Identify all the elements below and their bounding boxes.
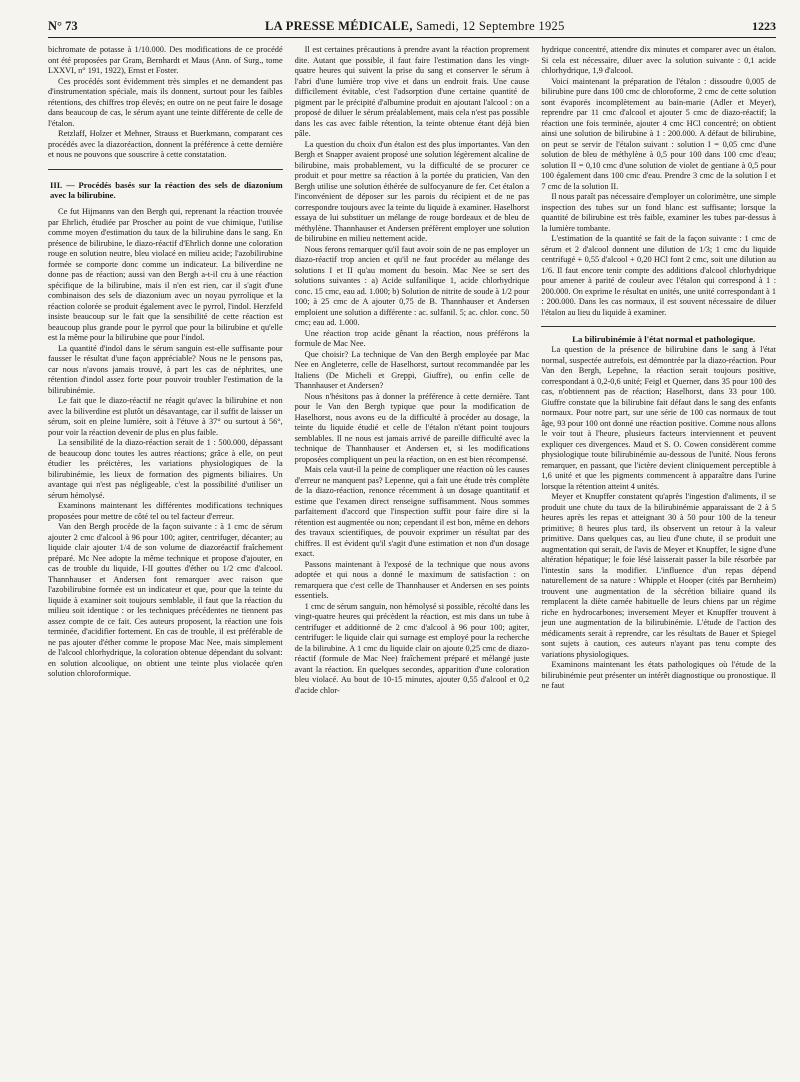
paragraph: La quantité d'indol dans le sérum sanguin est-elle suffisante pour fausser le résultat d'une façon appréciable? Nous ne le pensons pas, car nous n'avons jamais trouvé, à part les cas de néphrites, une rétention d'indol assez forte pour pouvoir troubler l'estimation de la bilirubinémie. [48,343,283,395]
column-middle [295,45,530,696]
issue-number: N° 73 [48,19,78,33]
paragraph: Ce fut Hijmanns van den Bergh qui, reprenant la réaction trouvée par Ehrlich, étudiée par Proscher au point de vue chimique, l'utilise comme moyen d'estimation du taux de la bilirubine dans le sang. En présence de bilirubine, le diazo-réactif d'Ehrlich donne une coloration rouge en solution neutre, bleu violacé en milieu acide; l'azobilirubine formée se comporte donc comme un indicateur. La biliverdine ne donne pas de réaction; aussi van den Bergh a-t-il cru à une réaction spécifique de la bilirubine, mais il n'en est rien, car il s'agit d'une combinaison des sels de diazonium avec un noyau pyrrolique et la réaction colorée se produit également avec le pyrrol, l'indol. Herzfeld insiste beaucoup sur le fait que la sensibilité de cette réaction est beaucoup plus grande pour le pyrrol que pour la bilirubine et qu'elle est la même pour la bilirubine que pour l'indol. [48,207,283,343]
paragraph: Passons maintenant à l'exposé de la technique que nous avons adoptée et qui nous a donné le maximum de satisfaction : on remarquera que c'est celle de Thannhauser et Andersen en ses points essentiels. [294,559,530,600]
journal-title: LA PRESSE MÉDICALE, [265,19,413,33]
paragraph: L'estimation de la quantité se fait de la façon suivante : 1 cmc de sérum et 2 d'alcool donnent une dilution de 1/3; 1 cmc du liquide centrifugé + 0,55 d'alcool + 0,20 HCl font 2 cmc, soit une dilution au 1/6. Il faut encore tenir compte des additions d'alcool chlorhydrique pour amener à parité de couleur avec l'étalon qui correspond à 1 : 200.000. On exprime le résultat en unités, une unité correspondant à 1 : 200.000. Dans les cas normaux, il est souvent nécessaire de diluer l'étalon au lieu du liquide à examiner. [541,234,777,317]
paragraph: Il nous paraît pas nécessaire d'employer un colorimètre, une simple inspection des tubes sur un fond blanc est suffisante; lorsque la quantité de bilirubine est très faible, examiner les tubes par-dessus à la lumière tombante. [541,192,777,233]
section-heading: La bilirubinémie à l'état normal et pathologique. [572,334,756,344]
paragraph: Le fait que le diazo-réactif ne réagit qu'avec la bilirubine et non avec la biliverdine est plutôt un désavantage, car il suffit de laisser un sérum, soit en pleine lumière, soit à l'étuve à 37° ou surtout à 56°, pour voir la réaction devenir de plus en plus faible. [48,396,283,437]
paragraph: La question de la présence de bilirubine dans le sang à l'état normal, suspectée autrefois, est démontrée par la diazo-réaction. Pour Van den Bergh, Lepehne, la réaction serait toujours positive, correspondant à 0,2-0,6 unité; Feigl et Querner, dans 35 pour 100 des cas, n'obtiennent pas de réaction; Haselhorst, dans 33 pour 100. Giuffre constate que la bilirubine fait défaut dans le sang des enfants normaux. Pour notre part, sur une série de 100 cas normaux de tout âge, 93 pour 100 ont donné une réaction positive. Comme nous allons le voir tout à l'heure, plusieurs facteurs interviennent et peuvent expliquer ces divergences. Maud et S. O. Cowen considèrent comme physiologique toute bilirubinémie au-dessous de l'unité. Nous ferons remarquer, en passant, que l'ictère devient cliniquement perceptible à 1,6 unité et que les pigments commencent à apparaître dans l'urine lorsque la rétention atteint 4 unités. [541,345,777,491]
masthead [265,19,565,34]
page-number: 1223 [751,19,776,33]
paragraph: Voici maintenant la préparation de l'étalon : dissoudre 0,005 de bilirubine pure dans 100 cmc de chloroforme, 2 cmc de cette solution sont évaporés incomplètement au bain-marie (Adler et Meyer), reprendre par 11 cmc d'alcool et ajouter 5 cmc de diazo-réactif; la réaction une fois terminée, ajouter 4 cmc HCl concentré; on obtient ainsi une solution de bilirubine à 1 : 200.000. A défaut de bilirubine, on peut se servir de l'étalon suivant : solution I = 0,05 cmc d'une solution de bleu de méthylène à 0,5 pour 100 dans 100 cmc d'eau; solution II = 0,10 cmc d'une solution de violet de gentiane à 0,5 pour 100 également dans 100 cmc d'eau. Prendre 3 cmc de la solution I et 7 cmc de la solution II. [541,76,777,191]
paragraph: Une réaction trop acide gênant la réaction, nous préférons la formule de Mac Nee. [294,328,530,348]
paragraph: Examinons maintenant les différentes modifications techniques proposées pour mettre de côté tel ou tel facteur d'erreur. [48,501,283,521]
paragraph: Nous n'hésitons pas à donner la préférence à cette dernière. Tant pour le Van den Bergh typique que pour la modification de Haselhorst, nous avons eu de la difficulté à procéder au dosage, la teinte du liquide étudié et celle de l'étalon n'étant point toujours semblables. Il ne nous est jamais arrivé de pareille difficulté avec la technique de Thannhauser et Andersen et, si les modifications proposées compliquent un peu la réaction, on en est bien récompensé. [294,391,530,464]
paragraph: Van den Bergh procède de la façon suivante : à 1 cmc de sérum ajouter 2 cmc d'alcool à 96 pour 100; agiter, centrifuger, décanter; au liquide clair ajouter 1/4 de son volume de diazoréactif fraîchement préparé. Mc Nee adopte la même technique et propose d'ajouter, en cas de trouble du liquide, I-II gouttes d'éther ou 1/2 cmc d'alcool. Thannhauser et Andersen font remarquer avec raison que l'azobilirubine formée est un indicateur et que, pour que la teinte du liquide à examiner soit toujours semblable, il faut que la réaction du milieu soit identique : or les techniques précédentes ne tiennent pas assez compte de ce fait. Ces auteurs proposent, la réaction une fois terminée, d'acidifier fortement. En cas de trouble, il est préférable de ne pas ajouter d'éther comme le propose Mac Nee, mais simplement de l'alcool chlorhydrique, la coloration obtenue dépendant du solvant: en solution alcoolique, on obtient une teinte plus violacée qu'en solution chloroformique. [48,522,283,679]
column-left [48,45,283,696]
paragraph: Il est certaines précautions à prendre avant la réaction proprement dite. Autant que possible, il faut faire l'estimation dans les vingt-quatre heures qui suivent la prise du sang et conserver le sérum à l'abri d'une lumière trop vive et dans un endroit frais. Une cause difficilement évitable, c'est l'adsorption d'une certaine quantité de pigment par le précipité d'albumine produit en ajoutant l'alcool : on a proposé de diluer le sérum préalablement, mais cela n'est pas possible dans les cas avec faible rétention, la teinte obtenue étant déjà bien pâle. [294,45,530,138]
column-right [541,45,776,696]
paragraph: La question du choix d'un étalon est des plus importantes. Van den Bergh et Snapper avaient proposé une solution légèrement alcaline de bilirubine, mais probablement, vu la difficulté de se procurer ce produit et pour mettre sa réaction à la portée du praticien, Van den Bergh utilise une solution éthérée de sulfocyanure de fer. Cet étalon a l'inconvénient de déposer sur les parois du récipient et de ne pas correspondre toujours avec la teinte du liquide à examiner. Haselhorst essaya de lui substituer un mélange de rouge bordeaux et de bleu de méthylène. Thannhauser et Andersen préfèrent employer une solution de bilirubine en milieu nettement acide. [294,139,530,243]
page-header [48,8,776,38]
paragraph: La sensibilité de la diazo-réaction serait de 1 : 500.000, dépassant de beaucoup donc toutes les autres réactions; grâce à elle, on peut étudier les préictères, les variations physiologiques de la bilirubinémie, les lieux de formation des pigments biliaires. Un avantage qui n'est pas négligeable, c'est la possibilité d'utiliser un sérum hémolysé. [48,438,283,500]
section-divider [48,169,283,170]
paragraph: Nous ferons remarquer qu'il faut avoir soin de ne pas employer un diazo-réactif trop ancien et qu'il ne faut procéder au mélange des solutions I et II qu'au moment du besoin. Mac Nee se sert des solutions suivantes : a) Acide sulfanilique 1, acide chlorhydrique conc. 15 cmc, eau ad. 1.000; b) Solution de nitrite de soude à 1/2 pour 100; à 25 cmc de A ajouter 0,75 de B. Thannhauser et Andersen emploient une solution a différente : ac. sulfanil. 5; ac. chlor. conc. 50 cmc; eau ad. 1.000. [294,244,530,327]
paragraph: Examinons maintenant les états pathologiques où l'étude de la bilirubinémie peut présenter un intérêt diagnostique ou pronostique. Il ne faut [541,660,777,691]
paragraph: Meyer et Knupffer constatent qu'après l'ingestion d'aliments, il se produit une chute du taux de la bilirubinémie apparaissant de 2 à 5 heures après les repas et atteignant 30 à 50 pour 100 de la teneur primitive; 8 heures plus tard, ils observent un retour à la valeur primitive. Dans quelques cas, au lieu d'une chute, il se produit une augmentation qui serait, de l'avis de Meyer et Knupffer, le signe d'une altération hépatique; le foie lésé laisserait passer la bile résorbée par l'intestin sans la modifier. L'influence d'un repas dépend naturellement de sa nature : Whipple et Hooper (cités par Bernheim) trouvent une augmentation de la sécrétion biliaire quand ils remplacent la diète carnée habituelle de leurs chiens par un régime riche en hydrocarbones; inversement Meyer et Knupffer trouvent à jeun une augmentation de la bilirubinémie. L'étude de l'action des médicaments serait à reprendre, car les résultats de Bauer et Spiegel sont sujets à caution, ces auteurs n'ayant pas tenu compte des variations physiologiques. [541,492,777,659]
section-heading: III. — Procédés basés sur la réaction des sels de diazonium avec la bilirubine. [50,179,283,201]
paragraph: 1 cmc de sérum sanguin, non hémolysé si possible, récolté dans les vingt-quatre heures qui précèdent la réaction, est mis dans un tube à centrifuger et additionné de 2 cmc d'alcool à 96 pour 100; agiter, centrifuger: le liquide clair qui surnage est employé pour la recherche de la bilirubine. A 1 cmc du liquide clair on ajoute 0,25 cmc de diazo-réactif (formule de Mac Nee) fraîchement préparé et mélangé juste avant la réaction. En quelques secondes, apparition d'une coloration bleu violacé. Au bout de 10-15 minutes, ajouter 0,55 d'alcool et 0,2 d'acide chlor- [294,601,530,695]
paragraph: Ces procédés sont évidemment très simples et ne demandent pas d'instrumentation spéciale, mais ils donnent, surtout pour les faibles rétentions, des chiffres trop élevés; en outre on ne peut faire le dosage dans beaucoup de cas, le sérum ayant une teinte différente de celle de l'étalon. [48,76,283,128]
paragraph: hydrique concentré, attendre dix minutes et comparer avec un étalon. Si cela est nécessaire, diluer avec la solution suivante : 0,1 acide chlorhydrique, 1,9 d'alcool. [541,45,777,75]
paragraph: Mais cela vaut-il la peine de compliquer une réaction où les causes d'erreur ne manquent pas? Lepenne, qui a fait une étude très complète de la diazo-réaction, renonce récemment à un dosage quantitatif et estime que l'examen direct renseigne suffisamment. Nous sommes parfaitement d'accord que l'inspection suffit pour faire dire si la rétention est augmentée ou non; cependant il est bon, même en dehors des travaux scientifiques, de pouvoir exprimer un résultat par des chiffres. Il est évident qu'il s'agit d'une estimation et non d'un dosage exact. [294,465,530,558]
paragraph: Que choisir? La technique de Van den Bergh employée par Mac Nee en Angleterre, celle de Haselhorst, surtout recommandée par les Italiens (De Micheli et Greppi, Giuffre), ou enfin celle de Thannhauser et Andersen? [294,349,530,390]
section-divider [541,326,776,327]
paragraph: Retzlaff, Holzer et Mehner, Strauss et Buerkmann, comparant ces procédés avec la diazoréaction, donnent la préférence à cette dernière et nous ne pouvons que souscrire à cette constatation. [48,129,283,159]
issue-date: Samedi, 12 Septembre 1925 [416,19,565,33]
paragraph: bichromate de potasse à 1/10.000. Des modifications de ce procédé ont été proposées par Gram, Bernhardt et Maus (Ann. of Surg., tome LXXVI, n° 191, 1922), Ernst et Foster. [48,45,283,75]
article-columns [48,45,776,696]
